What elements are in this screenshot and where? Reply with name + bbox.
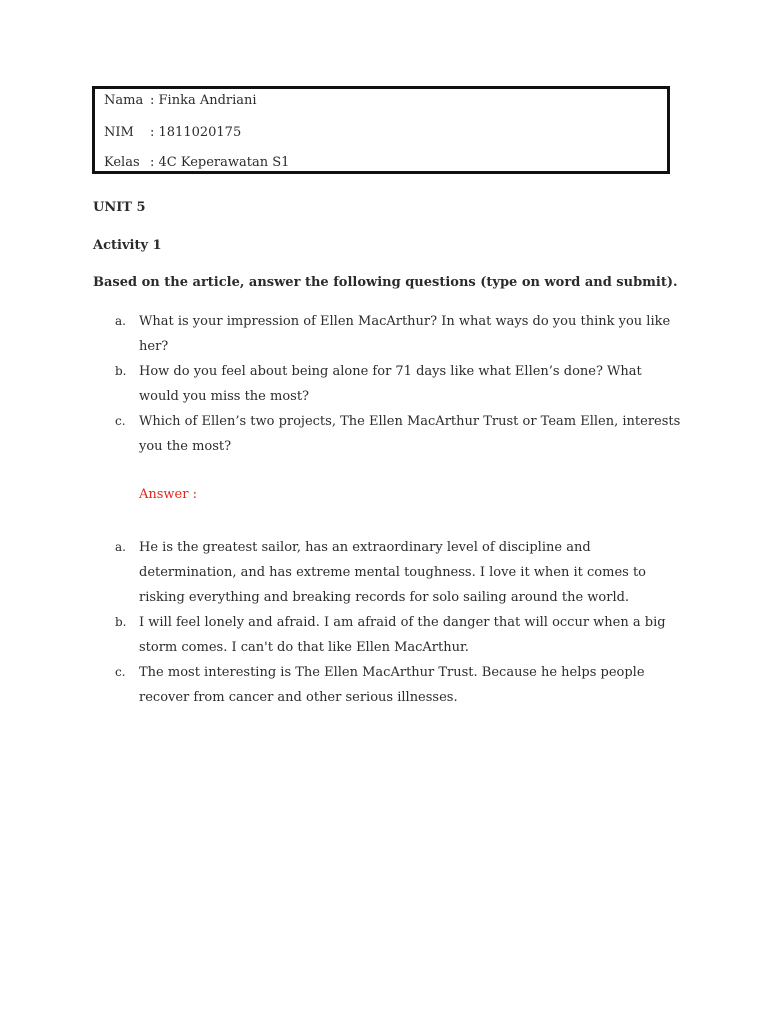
answer-marker: c. [115,665,126,679]
answer-text: The most interesting is The Ellen MacArthur Trust. Because he helps people recover from cancer and other serious illnesses. [139,665,645,705]
list-item [93,610,683,660]
activity-heading: Activity 1 [93,238,162,253]
question-marker: b. [115,364,127,378]
list-item [93,309,683,359]
student-class-row [104,154,289,172]
class-value: : 4C Keperawatan S1 [150,155,290,170]
question-text: What is your impression of Ellen MacArthur? In what ways do you think you like her? [139,314,671,354]
answer-label: Answer : [139,487,197,502]
list-item [93,535,683,610]
answer-list [93,535,683,710]
class-label: Kelas [104,155,140,170]
list-item [93,660,683,710]
answer-marker: a. [115,540,126,554]
question-text: How do you feel about being alone for 71 days like what Ellen’s done? What would you miss the most? [139,364,642,404]
list-item [93,409,683,459]
nim-label: NIM [104,125,134,140]
instruction-text: Based on the article, answer the following questions (type on word and submit). [93,275,678,290]
question-marker: c. [115,414,126,428]
student-nim-row [104,124,241,142]
nim-value: : 1811020175 [150,125,242,140]
question-marker: a. [115,314,126,328]
student-name-row [104,92,257,110]
answer-text: I will feel lonely and afraid. I am afraid of the danger that will occur when a big storm comes. I can't do that like Ellen MacArthur. [139,615,666,655]
student-info-box [92,86,670,174]
question-text: Which of Ellen’s two projects, The Ellen MacArthur Trust or Team Ellen, interests you the most? [139,414,681,454]
list-item [93,359,683,409]
name-value: : Finka Andriani [150,93,257,108]
answer-marker: b. [115,615,127,629]
name-label: Nama [104,93,144,108]
question-list [93,309,683,459]
unit-heading: UNIT 5 [93,200,146,215]
answer-text: He is the greatest sailor, has an extraordinary level of discipline and determination, and has extreme mental toughness. I love it when it comes to risking everything and breaking records for solo sailing around the world. [139,540,646,605]
